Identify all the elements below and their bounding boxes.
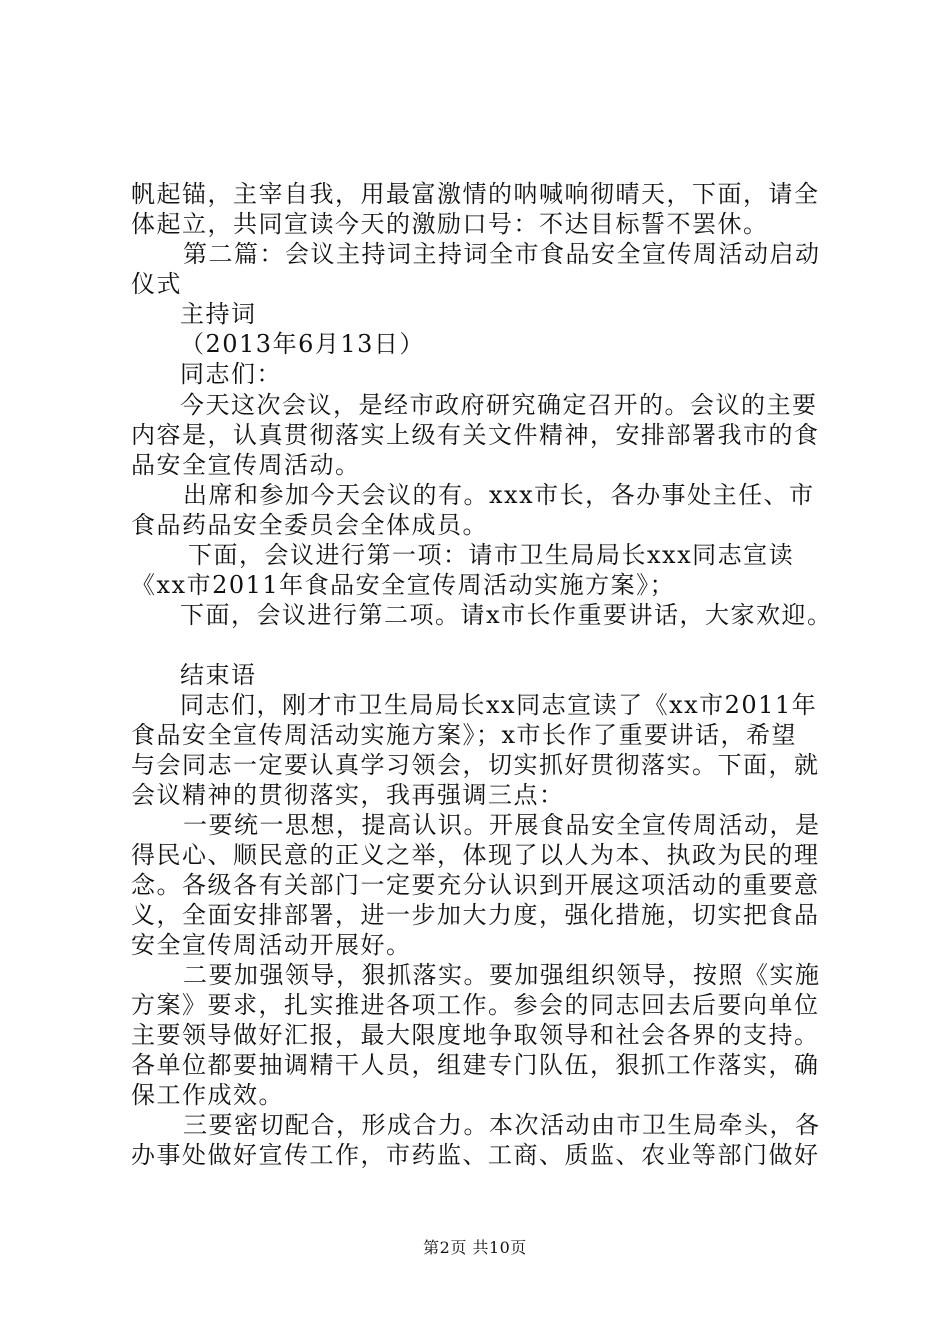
text-line: 与会同志一定要认真学习领会，切实抓好贯彻落实。下面，就	[131, 751, 820, 779]
salutation: 同志们：	[180, 360, 282, 388]
text-line: 内容是，认真贯彻落实上级有关文件精神，安排部署我市的食	[131, 421, 820, 449]
text-line: 各单位都要抽调精干人员，组建专门队伍，狠抓工作落实，确	[131, 1051, 820, 1079]
section-heading: 第二篇：会议主持词主持词全市食品安全宣传周活动启动	[183, 240, 821, 268]
text-line: 得民心、顺民意的正义之举，体现了以人为本、执政为民的理	[131, 841, 820, 869]
text-line: 帆起锚，主宰自我，用最富激情的呐喊响彻晴天，下面，请全	[131, 180, 820, 208]
text-line: 义，全面安排部署，进一步加大力度，强化措施，切实把食品	[131, 901, 820, 929]
text-line: 念。各级各有关部门一定要充分认识到开展这项活动的重要意	[131, 871, 820, 899]
text-line: 一要统一思想，提高认识。开展食品安全宣传周活动，是	[183, 811, 821, 839]
text-line: 今天这次会议，是经市政府研究确定召开的。会议的主要	[180, 391, 818, 419]
page-number-footer: 第2页 共10页	[423, 1238, 527, 1257]
text-line: 品安全宣传周活动。	[131, 451, 361, 479]
text-line: 安全宣传周活动开展好。	[131, 931, 412, 959]
speech-title: 主持词	[180, 300, 257, 328]
section-heading-continued: 仪式	[131, 270, 182, 298]
text-line: 食品药品安全委员会全体成员。	[131, 511, 488, 539]
speech-date: （2013年6月13日）	[180, 330, 425, 358]
text-line: 保工作成效。	[131, 1081, 284, 1109]
text-line: 二要加强领导，狠抓落实。要加强组织领导，按照《实施	[183, 961, 821, 989]
text-line: 下面，会议进行第二项。请x市长作重要讲话，大家欢迎。	[180, 601, 833, 629]
text-line: 办事处做好宣传工作，市药监、工商、质监、农业等部门做好	[131, 1141, 820, 1169]
text-line: 《xx市2011年食品安全宣传周活动实施方案》；	[131, 571, 676, 599]
text-line: 下面，会议进行第一项：请市卫生局局长xxx同志宣读	[188, 541, 795, 569]
text-line: 体起立，共同宣读今天的激励口号：不达目标誓不罢休。	[131, 210, 769, 238]
closing-title: 结束语	[180, 661, 257, 689]
text-line: 会议精神的贯彻落实，我再强调三点：	[131, 781, 565, 809]
text-line: 方案》要求，扎实推进各项工作。参会的同志回去后要向单位	[131, 991, 820, 1019]
text-line: 出席和参加今天会议的有。xxx市长，各办事处主任、市	[183, 481, 815, 509]
text-line: 三要密切配合，形成合力。本次活动由市卫生局牵头，各	[183, 1111, 821, 1139]
text-line: 同志们，刚才市卫生局局长xx同志宣读了《xx市2011年	[180, 691, 818, 719]
text-line: 食品安全宣传周活动实施方案》；x市长作了重要讲话，希望	[131, 721, 798, 749]
text-line: 主要领导做好汇报，最大限度地争取领导和社会各界的支持。	[131, 1021, 820, 1049]
